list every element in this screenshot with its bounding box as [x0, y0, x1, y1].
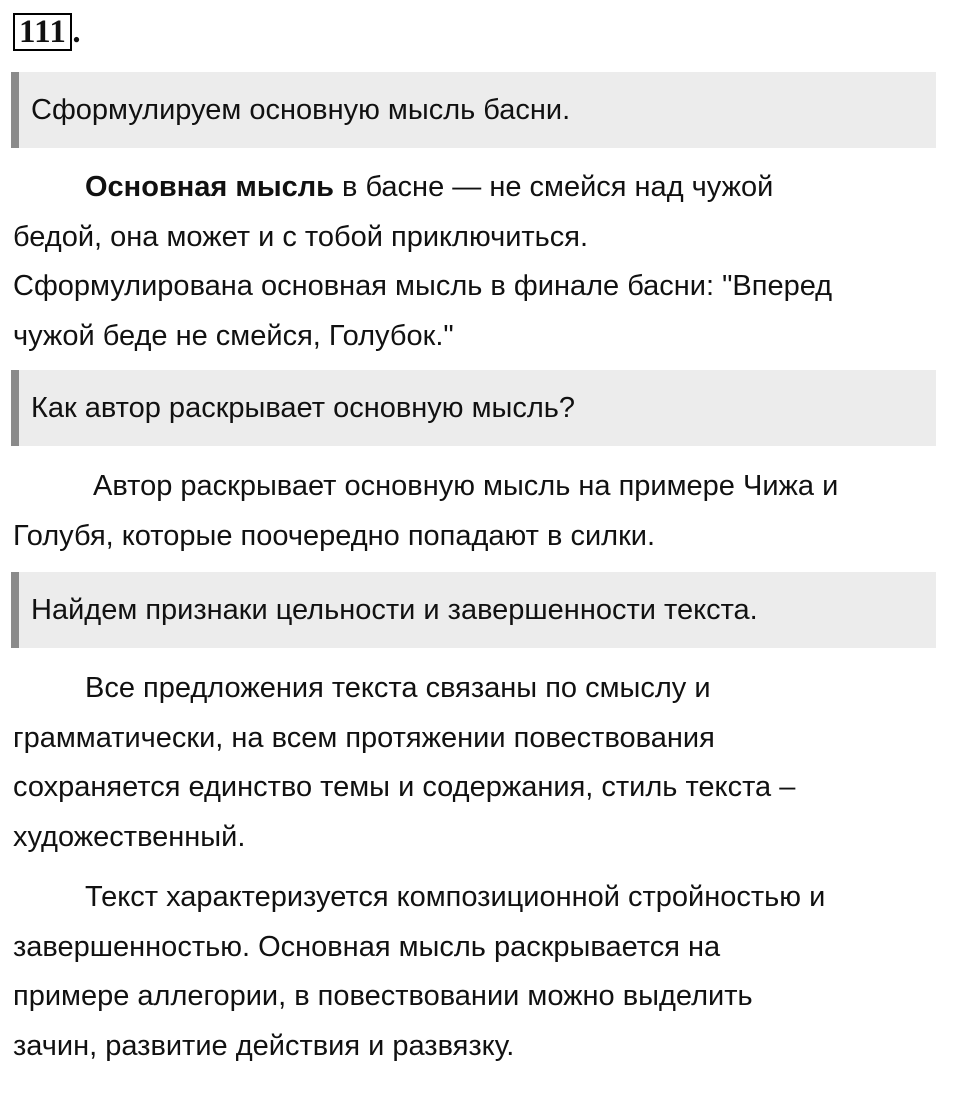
- answer-line: Текст характеризуется композиционной стройностью и: [85, 881, 826, 913]
- answer-line: Автор раскрывает основную мысль на примере Чижа и: [93, 470, 839, 502]
- answer-paragraph-2: [13, 462, 943, 561]
- answer-line: художественный.: [13, 820, 246, 853]
- answer-line: примере аллегории, в повествовании можно выделить: [13, 980, 753, 1012]
- answer-line: грамматически, на всем протяжении повествования: [13, 721, 715, 754]
- answer-line: зачин, развитие действия и развязку.: [13, 1029, 515, 1062]
- answer-line: Все предложения текста связаны по смыслу и: [85, 672, 711, 704]
- answer-paragraph-1: [13, 163, 943, 361]
- answer-line: чужой беде не смейся, Голубок.": [13, 319, 454, 352]
- question-bar-1: [11, 72, 936, 148]
- answer-line: Голубя, которые поочередно попадают в силки.: [13, 519, 656, 552]
- answer-paragraph-3: [13, 664, 943, 862]
- bold-term: Основная мысль: [85, 171, 334, 203]
- question-text-2: Как автор раскрывает основную мысль?: [31, 391, 576, 424]
- answer-paragraph-4: [13, 873, 943, 1071]
- task-number: [13, 13, 81, 51]
- question-bar-2: [11, 370, 936, 446]
- answer-line: [13, 163, 943, 213]
- question-bar-3: [11, 572, 936, 648]
- question-text-1: Сформулируем основную мысль басни.: [31, 93, 571, 126]
- answer-line: бедой, она может и с тобой приключиться.: [13, 220, 589, 253]
- answer-line: Сформулирована основная мысль в финале басни: "Вперед: [13, 270, 833, 302]
- answer-line-rest: в басне — не смейся над чужой: [333, 171, 774, 203]
- task-number-box: 111: [13, 13, 72, 51]
- question-text-3: Найдем признаки цельности и завершенности текста.: [31, 593, 758, 626]
- answer-line: завершенностью. Основная мысль раскрывается на: [13, 930, 721, 963]
- task-number-dot: .: [72, 14, 82, 50]
- answer-line: сохраняется единство темы и содержания, стиль текста –: [13, 771, 796, 803]
